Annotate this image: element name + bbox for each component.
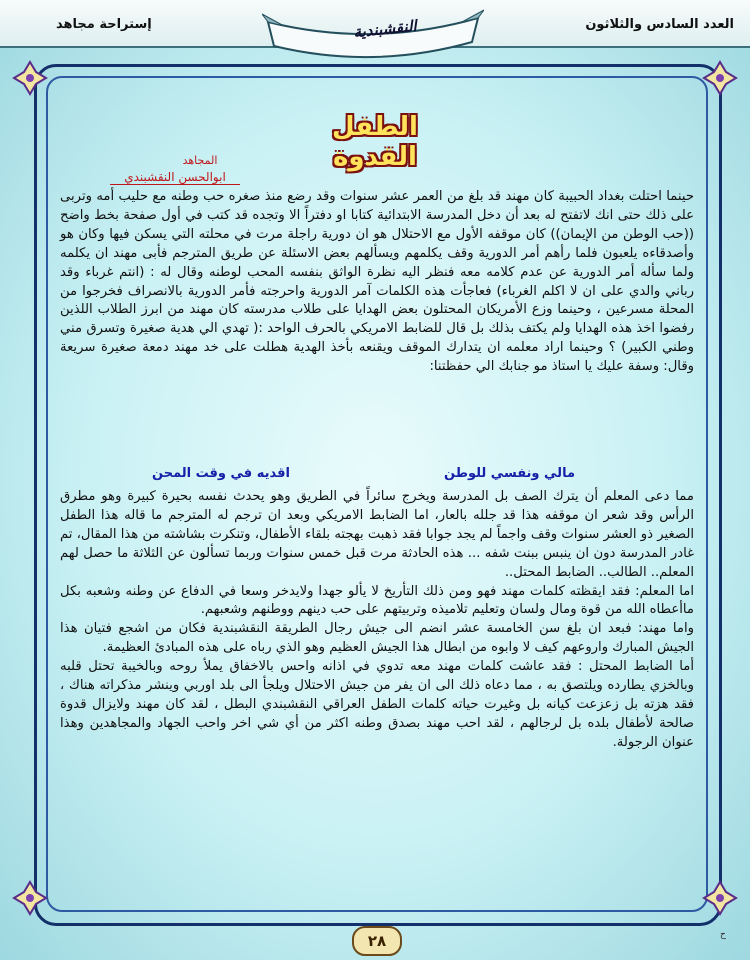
article-title: الطفل القدوة <box>332 112 418 172</box>
author-name: ابوالحسن النقشبندي <box>110 170 240 185</box>
paragraph: حينما احتلت بغداد الحبيبة كان مهند قد بلغ من العمر عشر سنوات وقد رضع منذ صغره حب وطنه مع حليب أمه وتربى على ذلك حتى انك لاتفتح له بعد أن دخل المدرسة الابتدائية كتابا او دفتراً الا وتجده قد كتب في أول صفحة بخط واضح ((حب الوطن من الإيمان)) كان موقفه الأول مع الاحتلال هو ان دورية راجلة مرت في محلته التي يسكن فيها وكان هو وأصدقاءه يلعبون فلما رأهم أمر الدورية وقف يكلمهم ويسألهم بعض الاسئلة عن طريق المترجم فأبى مهند ان يكلمه ولما سأله أمر الدورية عن عدم كلامه معه فنظر اليه نظرة الواثق بنفسه المحب لوطنه وقال له : (انتم غرباء وقد رباني والدي على ان لا اكلم الغرباء) فعاجأت هذه الكلمات آمر الدورية واحرجته فأمر الدورية بالانصراف فخرجوا من المحلة مسرعين ، وحينما وزع الأمريكان المحتلون بعض الهدايا على طلاب مدرسته كان مهند من ابرز الطلاب اللذين رفضوا اخذ هذه الهدايا ولم يكتف بذلك بل قال للضابط الامريكي بالحرف الواحد :( تهدي الي هدية صغيرة وتسرق مني وطني الكبير) ؟ وحينما اراد معلمه ان يتدارك الموقف ويقنعه بأخذ الهدية هطلت على خد مهند دمعة صغيرة سريعة وقال: وسفة عليك يا استاذ مو جنابك الي حفظتنا: <box>60 189 694 375</box>
paragraph: أما الضابط المحتل : فقد عاشت كلمات مهند معه تدوي في اذانه واحس بالاخفاق يملأ روحه وبالخيبة تحتل قلبه وبالخزي يطارده ويلتصق به ، مما دعاه ذلك الى ان يفر من جيش الاحتلال ويلجأ الى بلد اوربي وينشر مذكراته هناك ، فقد هزته بل زعزعت كيانه بل وغيرت حياته كلمات الطفل العراقي النقشبندي البطل ، لقد كان مهند ولايزال قدوة صالحة لأطفال بلده بل لرجالهم ، لقد احب مهند بصدق وطنه اكثر من أي شي اخر واحب الجهاد والمجاهدين وهذا عنوان الرجولة. <box>60 659 694 750</box>
section-label: إستراحة مجاهد <box>56 17 152 32</box>
paragraph: واما مهند: فبعد ان بلغ سن الخامسة عشر انضم الى جيش رجال الطريقة النقشبندية فكان من اشجع فتيان هذا الجيش المبارك واروعهم كيف لا وابوه من ابطال هذا الجيش العظيم وهو الذي رباه على هذه المبادئ العظيمة. <box>60 621 694 656</box>
byline-label: المجاهد <box>182 154 218 167</box>
paragraph: مما دعى المعلم أن يترك الصف بل المدرسة ويخرج سائراً في الطريق وهو يحدث نفسه بحيرة كبيرة وهو مطرق الرأس وقد شعر ان موقفه هذا قد جلله بالعار، اما الضابط الامريكي وبعد ان ترجم له المترجم ما قاله هذا الطفل الصغير ذو العشر سنوات وقف واجماً لم يجد جوابا فقد ذهبت بهجته بلقاء الأطفال، وتنكرت بشاشته من هذا المقال، تم غادر المدرسة دون ان ينبس ببنت شفه ... هذه الحادثة مرت قبل خمس سنوات وربما تسألون عن الثلاثة ما حصل لهم المعلم.. الطالب.. الضابط المحتل.. <box>60 489 694 580</box>
article-body-bottom <box>60 488 694 753</box>
footer-mark: ح <box>720 930 726 940</box>
issue-label: العدد السادس والثلاثون <box>585 17 734 32</box>
page-number: ٢٨ <box>352 926 402 956</box>
paragraph: اما المعلم: فقد ايقظته كلمات مهند فهو ومن ذلك التأريخ لا يألو جهدا ولايدخر وسعا في الدفاع عن وطنه وشعبه بكل ماأعطاه الله من قوة ومال ولسان وتعليم تلاميذه وتربيتهم على حب دينهم ووطنهم وشعبهم. <box>60 583 694 618</box>
banner-title: النقشبندية <box>352 16 418 42</box>
corner-ornament-icon <box>700 58 740 98</box>
corner-ornament-icon <box>10 58 50 98</box>
poem-line: اقديه في وقت المحن <box>152 466 290 481</box>
corner-ornament-icon <box>10 878 50 918</box>
article-body-top <box>60 188 694 377</box>
poem-line: مالي ونفسي للوطن <box>444 466 575 481</box>
corner-ornament-icon <box>700 878 740 918</box>
